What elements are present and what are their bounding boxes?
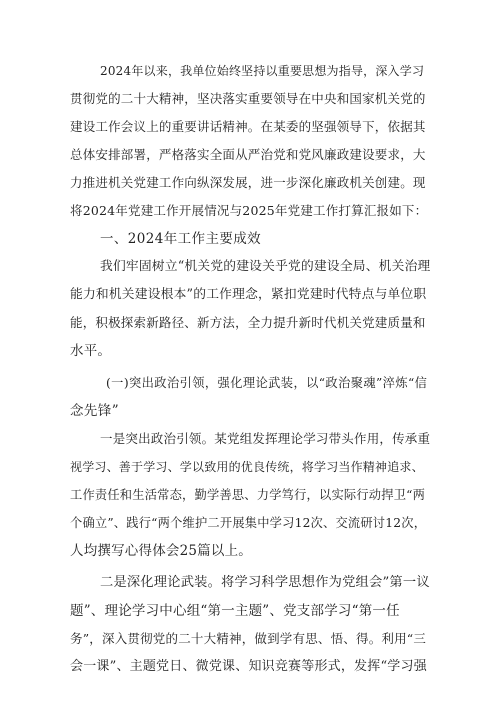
political-para-line-1: 一是突出政治引领。某党组发挥理论学习带头作用，传承重 — [100, 431, 431, 446]
theory-para-line-3: 务”，深入贯彻党的二十大精神，做到学有思、悟、得。利用“三 — [70, 631, 427, 646]
intro-line-2: 贯彻党的二十大精神，坚决落实重要领导在中央和国家机关党的 — [70, 91, 426, 106]
intro-line-3: 建设工作会议上的重要讲话精神。在某委的坚强领导下，依据其 — [70, 119, 426, 134]
subsection-heading-line-1: (一)突出政治引领，强化理论武装，以“政治聚魂”淬炼“信 — [106, 376, 428, 390]
subsection-heading-line-2: 念先锋” — [70, 403, 120, 419]
section-heading: 一、2024年工作主要成效 — [100, 231, 262, 247]
political-para-line-2: 视学习、善于学习、学以致用的优良传统，将学习当作精神追求、 — [70, 460, 424, 474]
intro-line-1: 2024年以来，我单位始终坚持以重要思想为指导，深入学习 — [100, 64, 425, 78]
section-para-line-3: 能，积极探索新路径、新方法，全力提升新时代机关党建质量和 — [70, 315, 426, 330]
political-para-line-4: 个确立”、践行“两个维护二开展集中学习12次、交流研讨12次， — [70, 516, 427, 530]
intro-line-4: 总体安排部署，严格落实全面从严治党和党风廉政建设要求，大 — [70, 147, 426, 162]
section-para-line-4: 水平。 — [70, 343, 112, 359]
political-para-line-5: 人均撰写心得体会25篇以上。 — [70, 543, 252, 559]
theory-para-line-2: 题”、理论学习中心组“第一主题”、党支部学习“第一任 — [70, 603, 400, 619]
political-para-line-3: 工作责任和生活常态，勤学善思、力学笃行，以实际行动捍卫“两 — [70, 488, 426, 502]
theory-para-line-4: 会一课”、主题党日、微党课、知识竞赛等形式，发挥“学习强 — [70, 659, 427, 674]
theory-para-line-1: 二是深化理论武装。将学习科学思想作为党组会”第一议 — [100, 575, 430, 590]
section-para-line-2: 能力和机关建设根本”的工作理念，紧扣党建时代特点与单位职 — [70, 287, 427, 302]
intro-line-6: 将2024年党建工作开展情况与2025年党建工作打算汇报如下： — [70, 203, 428, 218]
intro-line-5: 力推进机关党建工作向纵深发展，进一步深化廉政机关创建。现 — [70, 175, 426, 190]
section-para-line-1: 我们牢固树立“机关党的建设关乎党的建设全局、机关治理 — [100, 259, 431, 274]
